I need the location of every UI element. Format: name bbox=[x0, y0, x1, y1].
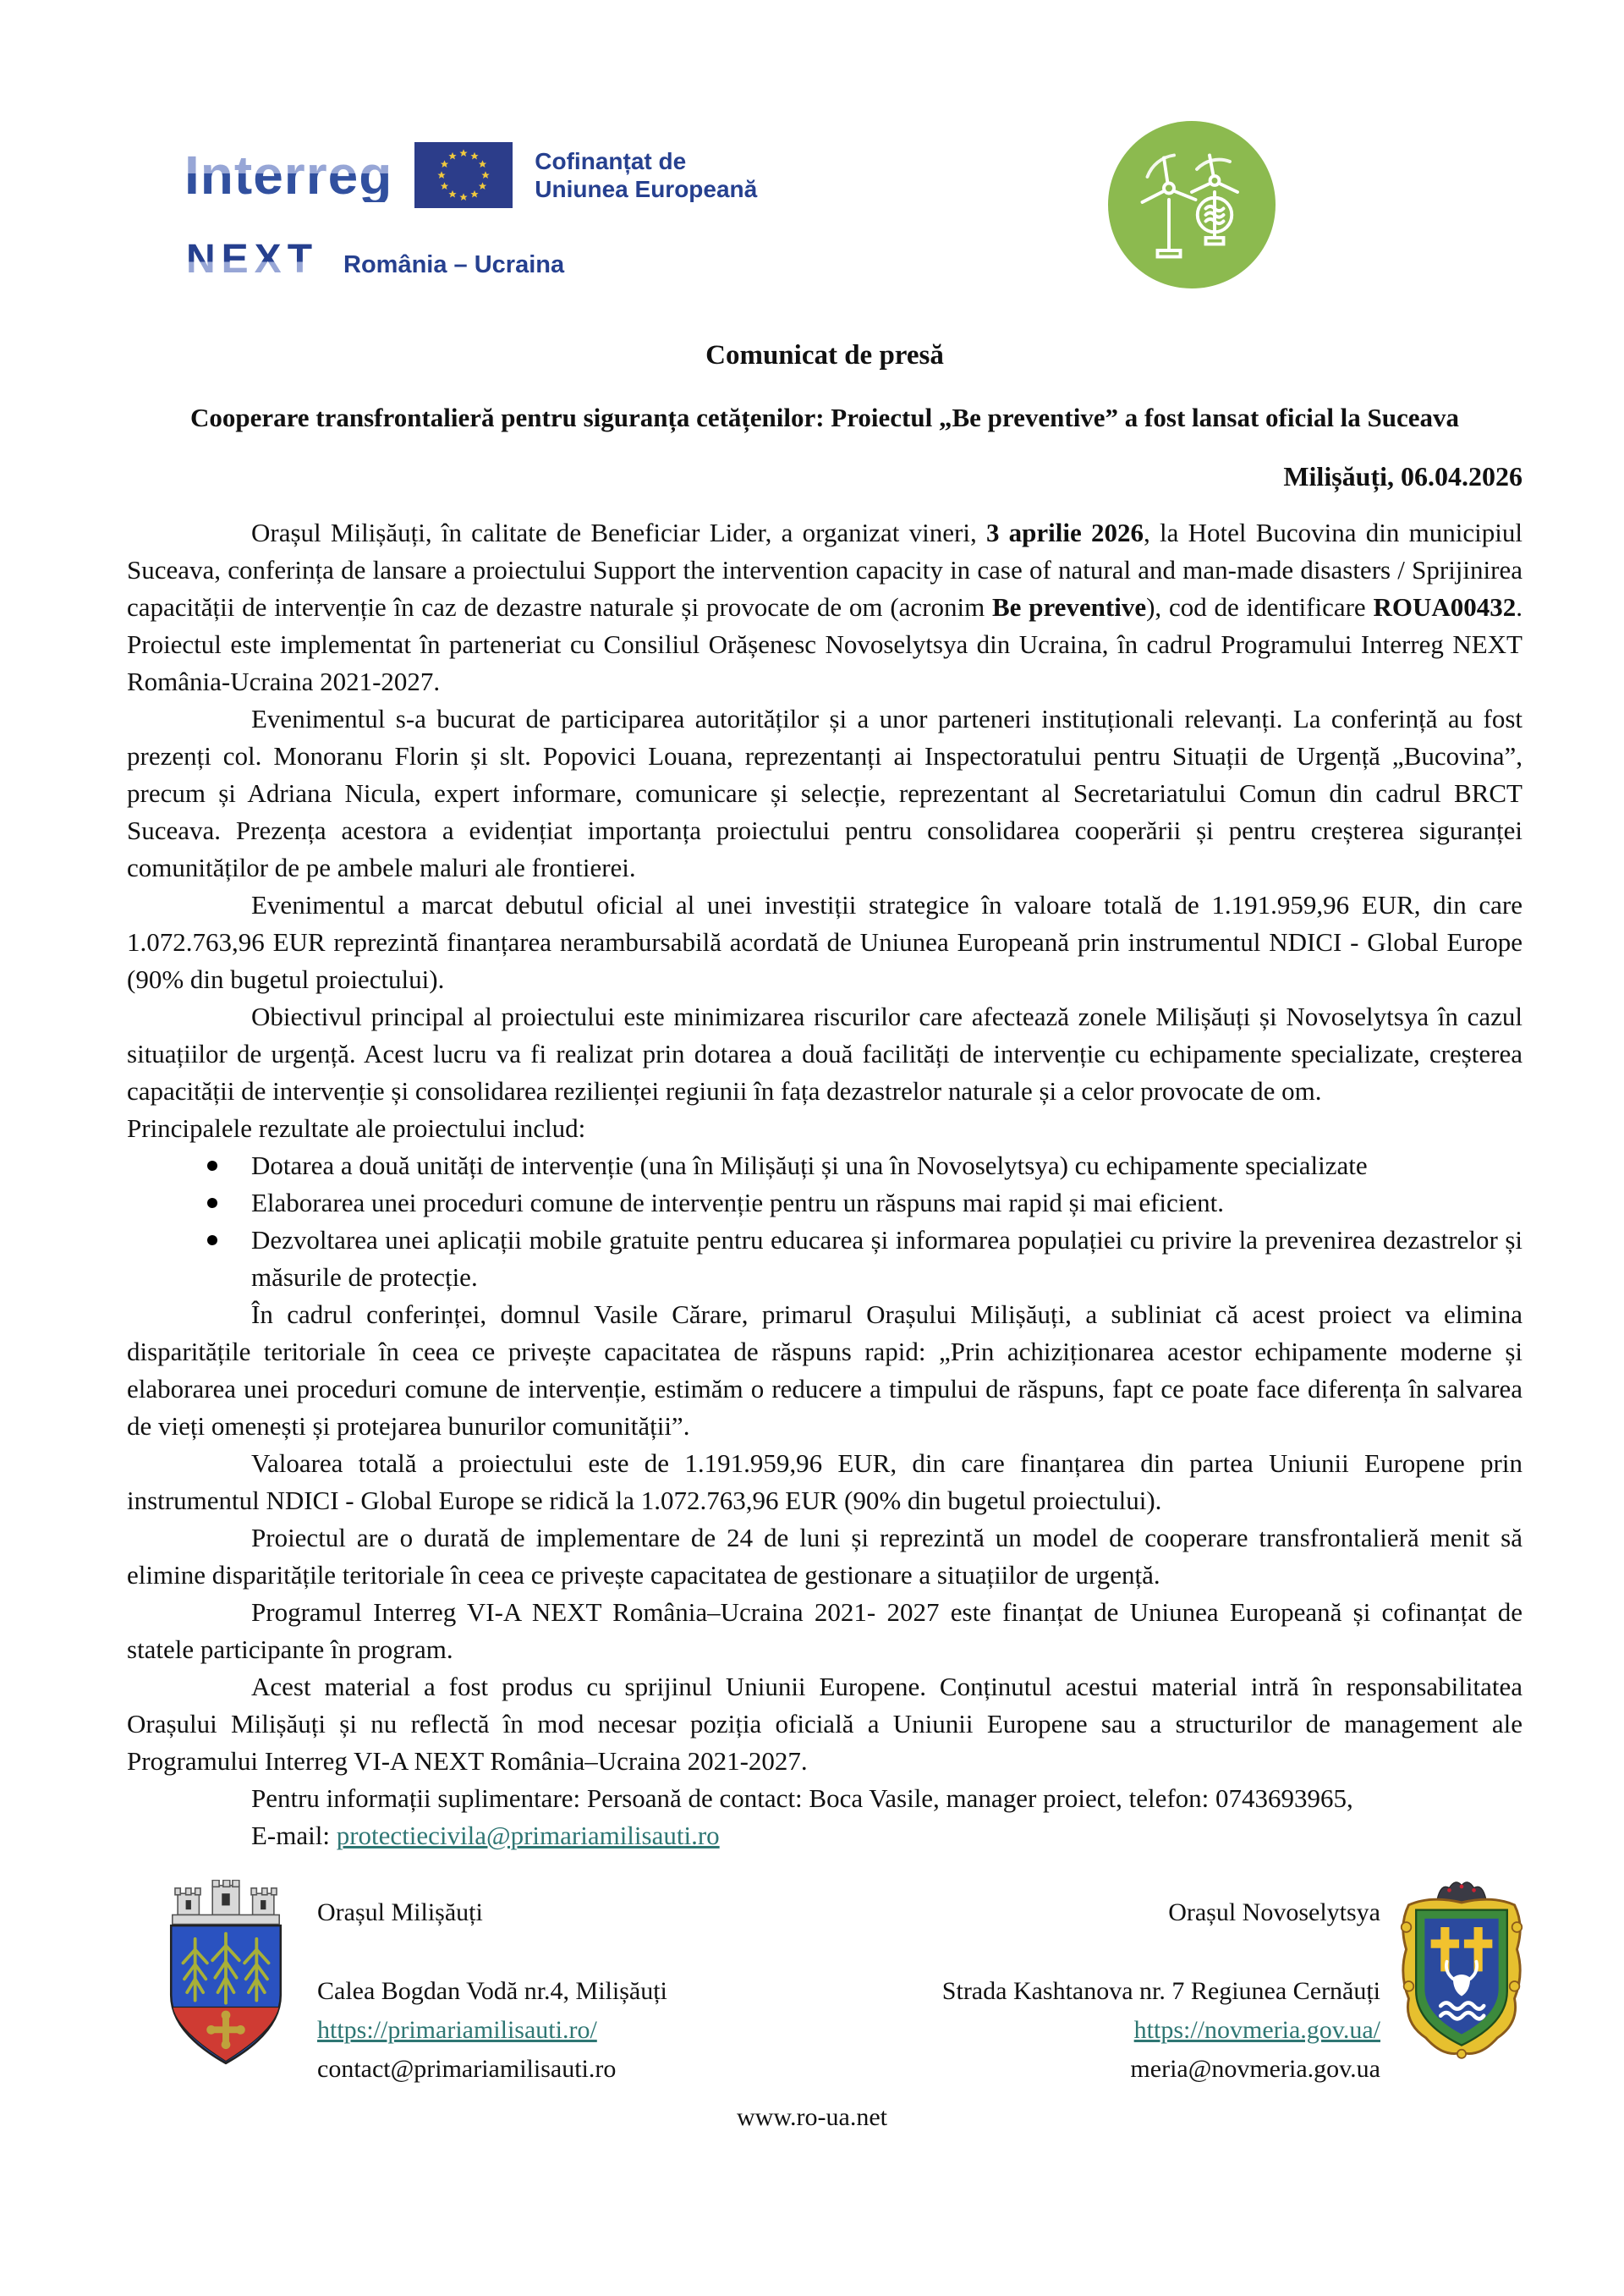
paragraph-duration: Proiectul are o durată de implementare de 24 de luni și reprezintă un model de cooperare transfrontalieră menit să elimine disparitățile teritoriale în ceea ce privește capacitatea de gestionare a situațiilor de urgență. bbox=[127, 1523, 1522, 1590]
wind-turbines-icon bbox=[1108, 121, 1276, 288]
list-item: Dezvoltarea unei aplicații mobile gratuite pentru educarea și informarea populației cu privire la prevenirea dezastrelor și măsurile de protecție. bbox=[251, 1222, 1522, 1296]
partner-email: contact@primariamilisauti.ro bbox=[317, 2055, 617, 2083]
email-label: E-mail: bbox=[251, 1821, 337, 1850]
interreg-next-program bbox=[186, 239, 564, 280]
contact-info bbox=[251, 1780, 1522, 1854]
contact-email-link[interactable]: protectiecivila@primariamilisauti.ro bbox=[336, 1821, 720, 1850]
paragraph-objective: Obiectivul principal al proiectului este minimizarea riscurilor care afectează zonele Milișăuți și Novoselytsya în cazul situațiilor de urgență. Acest lucru va fi realizat prin dotarea a două facilități de intervenție cu echipamente specializate, creșterea capacității de intervenție și consolidarea rezilienței regiunii în fața dezastrelor naturale și a celor provocate de om. bbox=[127, 1002, 1522, 1106]
interreg-wordmark: Interreg bbox=[184, 145, 393, 206]
contact-person-line: Pentru informații suplimentare: Persoană de contact: Boca Vasile, manager proiect, telefon: 0743693965, bbox=[251, 1783, 1353, 1813]
event-date: 3 aprilie 2026 bbox=[985, 518, 1144, 547]
document-subtitle: Cooperare transfrontalieră pentru siguranța cetățenilor: Proiectul „Be preventive” a fost lansat oficial la Suceava bbox=[189, 403, 1460, 432]
project-acronym: Be preventive bbox=[991, 592, 1147, 622]
contact-email-line bbox=[251, 1817, 1522, 1854]
novoselytsya-coat-of-arms bbox=[1394, 1871, 1529, 2068]
partner-name: Orașul Milișăuți bbox=[317, 1898, 483, 1926]
partner-novoselytsya-contact bbox=[942, 1893, 1380, 2089]
partner-email: meria@novmeria.gov.ua bbox=[1130, 2055, 1380, 2083]
paragraph-total-value: Valoarea totală a proiectului este de 1.191.959,96 EUR, din care finanțarea din partea Uniunii Europene prin instrumentul NDICI - Global Europe se ridică la 1.072.763,96 EUR (90% din bugetul proiectului). bbox=[127, 1448, 1522, 1515]
paragraph-text: , la Hotel Bucovina din municipiul Suceava, conferința de lansare a proiectului Support the intervention capacity in case of natural and man-made disasters / Sprijinirea capacității de intervenție în caz de dezastre naturale și provocate de om (acronim bbox=[127, 518, 1522, 622]
document-body bbox=[127, 337, 1522, 1854]
partner-milisauti-contact bbox=[317, 1893, 667, 2089]
partner-address: Strada Kashtanova nr. 7 Regiunea Cernăuți bbox=[941, 1977, 1380, 2005]
partner-address: Calea Bogdan Vodă nr.4, Milișăuți bbox=[317, 1977, 667, 2005]
paragraph-text: Orașul Milișăuți, în calitate de Beneficiar Lider, a organizat vineri, bbox=[251, 518, 986, 547]
paragraph-text: . Proiectul este implementat în parteneriat cu Consiliul Orășenesc Novoselytsya din Ucraina, în cadrul Programului Interreg NEXT România-Ucraina 2021-2027. bbox=[127, 592, 1522, 696]
partner-website-line bbox=[317, 2011, 667, 2050]
program-area-label: România – Ucraina bbox=[343, 251, 565, 278]
paragraph-investment: Evenimentul a marcat debutul oficial al unei investiții strategice în valoare totală de 1.191.959,96 EUR, din care 1.072.763,96 EUR reprezintă finanțarea nerambursabilă acordată de Uniunea Europeană prin instrumentul NDICI - Global Europe (90% din bugetul proiectului). bbox=[127, 890, 1522, 994]
paragraph-participants: Evenimentul s-a bucurat de participarea autorităților și a unor parteneri instituționali relevanți. La conferință au fost prezenți col. Monoranu Florin și slt. Popovici Louana, reprezentanți ai Inspectoratului pentru Situații de Urgență „Bucovina”, precum și Adriana Nicula, expert informare, comunicare și selecție, reprezentant al Secretariatului Comun din cadrul BRCT Suceava. Prezența acestora a evidențiat importanța proiectului pentru consolidarea cooperării și pentru creșterea siguranței comunităților de pe ambele maluri ale frontierei. bbox=[127, 704, 1522, 882]
dateline: Milișăuți, 06.04.2026 bbox=[1283, 461, 1522, 492]
page-title: Comunicat de presă bbox=[705, 340, 944, 371]
paragraph-program-funding: Programul Interreg VI-A NEXT România–Ucraina 2021- 2027 este finanțat de Uniunea Europeană și cofinanțat de statele participante în program. bbox=[127, 1597, 1522, 1664]
eu-flag-icon bbox=[414, 142, 513, 208]
project-code: ROUA00432 bbox=[1373, 592, 1517, 622]
list-item: Elaborarea unei proceduri comune de intervenție pentru un răspuns mai rapid și mai eficient. bbox=[251, 1184, 1522, 1222]
paragraph-text: ), cod de identificare bbox=[1146, 592, 1374, 622]
results-list bbox=[127, 1147, 1522, 1296]
eu-cofunding-line1: Cofinanțat de bbox=[535, 148, 687, 174]
next-wordmark: NEXT bbox=[186, 237, 319, 282]
novoselytsya-website-link[interactable]: https://novmeria.gov.ua/ bbox=[1133, 2016, 1380, 2044]
eu-cofunding-label bbox=[535, 147, 757, 203]
paragraph-results-intro: Principalele rezultate ale proiectului includ: bbox=[127, 1113, 586, 1143]
partner-name: Orașul Novoselytsya bbox=[1168, 1898, 1380, 1926]
paragraph-mayor-quote: În cadrul conferinței, domnul Vasile Cărare, primarul Orașului Milișăuți, a subliniat că acest proiect va elimina disparitățile teritoriale în ceea ce privește capacitatea de răspuns rapid: „Prin achiziționarea acestor echipamente moderne și elaborarea unei proceduri comune de intervenție, estimăm o reducere a timpului de răspuns, fapt ce poate face diferența în salvarea de vieți omenești și protejarea bunurilor comunității”. bbox=[127, 1299, 1522, 1441]
interreg-logo bbox=[184, 142, 757, 208]
milisauti-coat-of-arms bbox=[159, 1880, 293, 2072]
milisauti-website-link[interactable]: https://primariamilisauti.ro/ bbox=[317, 2016, 597, 2044]
paragraph-disclaimer: Acest material a fost produs cu sprijinul Uniunii Europene. Conținutul acestui material intră în responsabilitatea Orașului Milișăuți și nu reflectă în mod necesar poziția oficială a Uniunii Europene sau a structurilor de management ale Programului Interreg VI-A NEXT România–Ucraina 2021-2027. bbox=[127, 1672, 1522, 1776]
partner-website-line bbox=[942, 2011, 1380, 2050]
eu-cofunding-line2: Uniunea Europeană bbox=[535, 176, 758, 202]
paragraph-launch bbox=[127, 514, 1522, 700]
program-website: www.ro-ua.net bbox=[737, 2103, 887, 2131]
list-item: Dotarea a două unități de intervenție (una în Milișăuți și una în Novoselytsya) cu echipamente specializate bbox=[251, 1147, 1522, 1184]
